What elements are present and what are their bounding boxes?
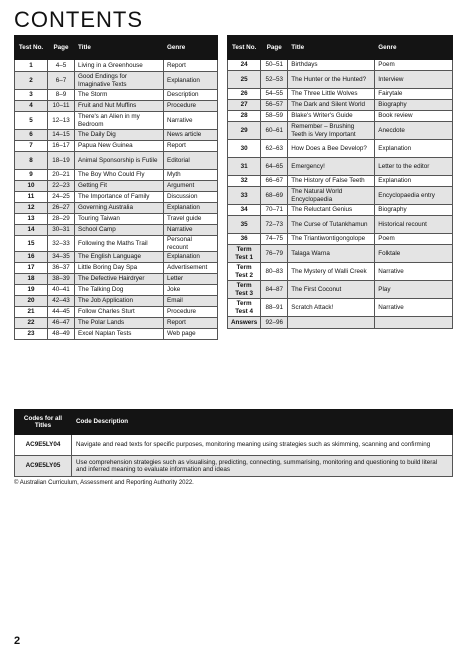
table-row [228,89,453,100]
test-title: The Triantiwontigongolope [288,234,375,245]
page-range: 34–35 [48,252,75,263]
code-description: Use comprehension strategies such as visualising, predicting, connecting, summarising, monitoring and questioning to build literal and inferred meaning to evaluate information and ideas [72,456,453,477]
page-range: 26–27 [48,203,75,214]
test-genre: Anecdote [375,122,453,140]
test-title: Emergency! [288,158,375,176]
table-row [228,140,453,158]
test-title: The History of False Teeth [288,176,375,187]
test-number: Answers [228,317,261,329]
test-genre: Procedure [164,101,218,112]
test-title: Follow Charles Sturt [75,307,164,318]
test-title: The Boy Who Could Fly [75,170,164,181]
test-genre: Report [164,60,218,72]
test-genre: Web page [164,329,218,340]
page-range: 4–5 [48,60,75,72]
table-row [228,158,453,176]
test-genre: Joke [164,285,218,296]
page-range: 88–91 [261,299,288,317]
test-title: Little Boring Day Spa [75,263,164,274]
page-range: 48–49 [48,329,75,340]
col-test-no: Test No. [15,36,48,60]
test-genre: Email [164,296,218,307]
table-row [15,252,218,263]
table-row [228,71,453,89]
test-genre: Poem [375,234,453,245]
table-row [228,281,453,299]
test-genre: News article [164,130,218,141]
copyright-note: © Australian Curriculum, Assessment and Reporting Authority 2022. [14,480,194,486]
test-number: 27 [228,100,261,111]
page-range: 10–11 [48,101,75,112]
test-number: 5 [15,112,48,130]
test-number: 36 [228,234,261,245]
table-row [15,225,218,236]
page-range: 44–45 [48,307,75,318]
test-genre: Narrative [164,225,218,236]
table-row [228,299,453,317]
page-range: 60–61 [261,122,288,140]
table-row [15,236,218,252]
test-number: 13 [15,214,48,225]
page-range: 64–65 [261,158,288,176]
code-row [15,435,453,456]
test-genre: Interview [375,71,453,89]
test-genre: Description [164,90,218,101]
page-range: 20–21 [48,170,75,181]
test-number: Term Test 2 [228,263,261,281]
test-genre: Argument [164,181,218,192]
codes-table [14,409,453,477]
page-range: 30–31 [48,225,75,236]
test-number: 28 [228,111,261,122]
page-range: 58–59 [261,111,288,122]
table-row [15,72,218,90]
test-number: 21 [15,307,48,318]
col-page: Page [48,36,75,60]
curriculum-code: AC9E5LY05 [15,456,72,477]
test-number: 14 [15,225,48,236]
test-title: The Three Little Wolves [288,89,375,100]
test-genre: Play [375,281,453,299]
test-genre: Biography [375,205,453,216]
col-genre: Genre [164,36,218,60]
table-row [15,90,218,101]
col-title: Title [288,36,375,60]
col-test-no: Test No. [228,36,261,60]
test-title: Living in a Greenhouse [75,60,164,72]
col-genre: Genre [375,36,453,60]
test-title: Good Endings for Imaginative Texts [75,72,164,90]
table-row [228,60,453,71]
test-title: Governing Australia [75,203,164,214]
test-number: 17 [15,263,48,274]
test-title [288,317,375,329]
table-row [15,329,218,340]
test-title: The Importance of Family [75,192,164,203]
table-row [228,263,453,281]
test-title: Getting Fit [75,181,164,192]
test-number: 3 [15,90,48,101]
page-range: 70–71 [261,205,288,216]
test-genre: Book review [375,111,453,122]
page-range: 52–53 [261,71,288,89]
test-number: 20 [15,296,48,307]
page-range: 84–87 [261,281,288,299]
contents-table-right [227,35,453,329]
test-genre: Narrative [164,112,218,130]
test-title: Fruit and Nut Muffins [75,101,164,112]
test-genre: Letter to the editor [375,158,453,176]
test-title: The Reluctant Genius [288,205,375,216]
test-number: Term Test 4 [228,299,261,317]
page-range: 36–37 [48,263,75,274]
test-genre: Personal recount [164,236,218,252]
test-genre: Narrative [375,299,453,317]
test-number: 25 [228,71,261,89]
page-range: 28–29 [48,214,75,225]
page-title: CONTENTS [14,7,143,32]
test-title: Talaga Warna [288,245,375,263]
test-title: The Mystery of Walli Creek [288,263,375,281]
test-title: The English Language [75,252,164,263]
table-row [228,122,453,140]
test-genre: Explanation [164,72,218,90]
test-number: Term Test 3 [228,281,261,299]
test-number: 2 [15,72,48,90]
page-range: 72–73 [261,216,288,234]
test-title: School Camp [75,225,164,236]
table-row [15,130,218,141]
test-number: 26 [228,89,261,100]
table-row [228,317,453,329]
contents-table-left [14,35,218,340]
page-range: 38–39 [48,274,75,285]
table-row [15,203,218,214]
test-number: 18 [15,274,48,285]
col-code-description: Code Description [72,410,453,435]
test-genre: Poem [375,60,453,71]
table-row [15,112,218,130]
page-range: 50–51 [261,60,288,71]
col-code: Codes for all Titles [15,410,72,435]
test-title: The Daily Dig [75,130,164,141]
test-genre: Historical recount [375,216,453,234]
table-row [228,100,453,111]
test-genre: Narrative [375,263,453,281]
test-title: The Talking Dog [75,285,164,296]
table-row [228,216,453,234]
test-number: 7 [15,141,48,152]
page-range: 76–79 [261,245,288,263]
test-genre: Procedure [164,307,218,318]
test-genre: Editorial [164,152,218,170]
test-number: 11 [15,192,48,203]
test-number: 1 [15,60,48,72]
test-genre: Explanation [164,203,218,214]
test-number: 19 [15,285,48,296]
page-range: 32–33 [48,236,75,252]
test-genre: Myth [164,170,218,181]
test-number: 32 [228,176,261,187]
page-range: 92–96 [261,317,288,329]
test-title: How Does a Bee Develop? [288,140,375,158]
test-title: There's an Alien in my Bedroom [75,112,164,130]
curriculum-code: AC9E5LY04 [15,435,72,456]
test-genre [375,317,453,329]
test-number: Term Test 1 [228,245,261,263]
page-range: 56–57 [261,100,288,111]
table-row [15,181,218,192]
code-description: Navigate and read texts for specific purposes, monitoring meaning using strategies such as skimming, scanning and confirming [72,435,453,456]
test-genre: Discussion [164,192,218,203]
test-title: The Dark and Silent World [288,100,375,111]
test-title: The Job Application [75,296,164,307]
page-range: 22–23 [48,181,75,192]
page-range: 68–69 [261,187,288,205]
page-range: 16–17 [48,141,75,152]
test-number: 22 [15,318,48,329]
test-number: 24 [228,60,261,71]
page-range: 14–15 [48,130,75,141]
test-number: 4 [15,101,48,112]
table-row [15,192,218,203]
table-row [15,318,218,329]
page-range: 6–7 [48,72,75,90]
col-page: Page [261,36,288,60]
test-number: 34 [228,205,261,216]
test-title: Papua New Guinea [75,141,164,152]
table-row [228,245,453,263]
page-range: 42–43 [48,296,75,307]
table-row [15,285,218,296]
test-genre: Encyclopaedia entry [375,187,453,205]
test-number: 35 [228,216,261,234]
col-title: Title [75,36,164,60]
test-genre: Report [164,318,218,329]
test-genre: Explanation [375,140,453,158]
test-title: The Storm [75,90,164,101]
table-row [15,152,218,170]
test-genre: Folktale [375,245,453,263]
test-title: Blake's Writer's Guide [288,111,375,122]
test-number: 30 [228,140,261,158]
page-number: 2 [14,635,21,647]
table-row [15,170,218,181]
table-row [15,307,218,318]
table-row [228,187,453,205]
test-genre: Biography [375,100,453,111]
test-genre: Travel guide [164,214,218,225]
test-title: Touring Taiwan [75,214,164,225]
table-row [15,274,218,285]
test-genre: Explanation [164,252,218,263]
table-row [15,296,218,307]
page-range: 66–67 [261,176,288,187]
page-range: 24–25 [48,192,75,203]
test-number: 15 [15,236,48,252]
table-row [15,101,218,112]
test-number: 6 [15,130,48,141]
page-range: 54–55 [261,89,288,100]
test-title: The Defective Hairdryer [75,274,164,285]
test-genre: Report [164,141,218,152]
page-range: 74–75 [261,234,288,245]
page-range: 18–19 [48,152,75,170]
test-title: The First Coconut [288,281,375,299]
test-genre: Explanation [375,176,453,187]
test-number: 29 [228,122,261,140]
test-title: Remember – Brushing Teeth is Very Important [288,122,375,140]
test-number: 8 [15,152,48,170]
test-title: The Hunter or the Hunted? [288,71,375,89]
test-number: 12 [15,203,48,214]
table-row [228,234,453,245]
test-title: Birthdays [288,60,375,71]
page-range: 80–83 [261,263,288,281]
test-number: 31 [228,158,261,176]
page-range: 8–9 [48,90,75,101]
test-title: Animal Sponsorship is Futile [75,152,164,170]
test-number: 23 [15,329,48,340]
page-range: 40–41 [48,285,75,296]
test-title: Following the Maths Trail [75,236,164,252]
test-genre: Fairytale [375,89,453,100]
page-range: 62–63 [261,140,288,158]
page-range: 12–13 [48,112,75,130]
test-number: 9 [15,170,48,181]
test-title: The Polar Lands [75,318,164,329]
test-title: The Natural World Encyclopaedia [288,187,375,205]
test-number: 33 [228,187,261,205]
test-genre: Advertisement [164,263,218,274]
test-title: Scratch Attack! [288,299,375,317]
test-number: 10 [15,181,48,192]
test-number: 16 [15,252,48,263]
table-row [15,214,218,225]
test-title: The Curse of Tutankhamun [288,216,375,234]
table-row [15,263,218,274]
table-row [228,111,453,122]
page-range: 46–47 [48,318,75,329]
test-genre: Letter [164,274,218,285]
test-title: Excel Naplan Tests [75,329,164,340]
table-row [15,60,218,72]
table-row [15,141,218,152]
table-row [228,205,453,216]
code-row [15,456,453,477]
table-row [228,176,453,187]
